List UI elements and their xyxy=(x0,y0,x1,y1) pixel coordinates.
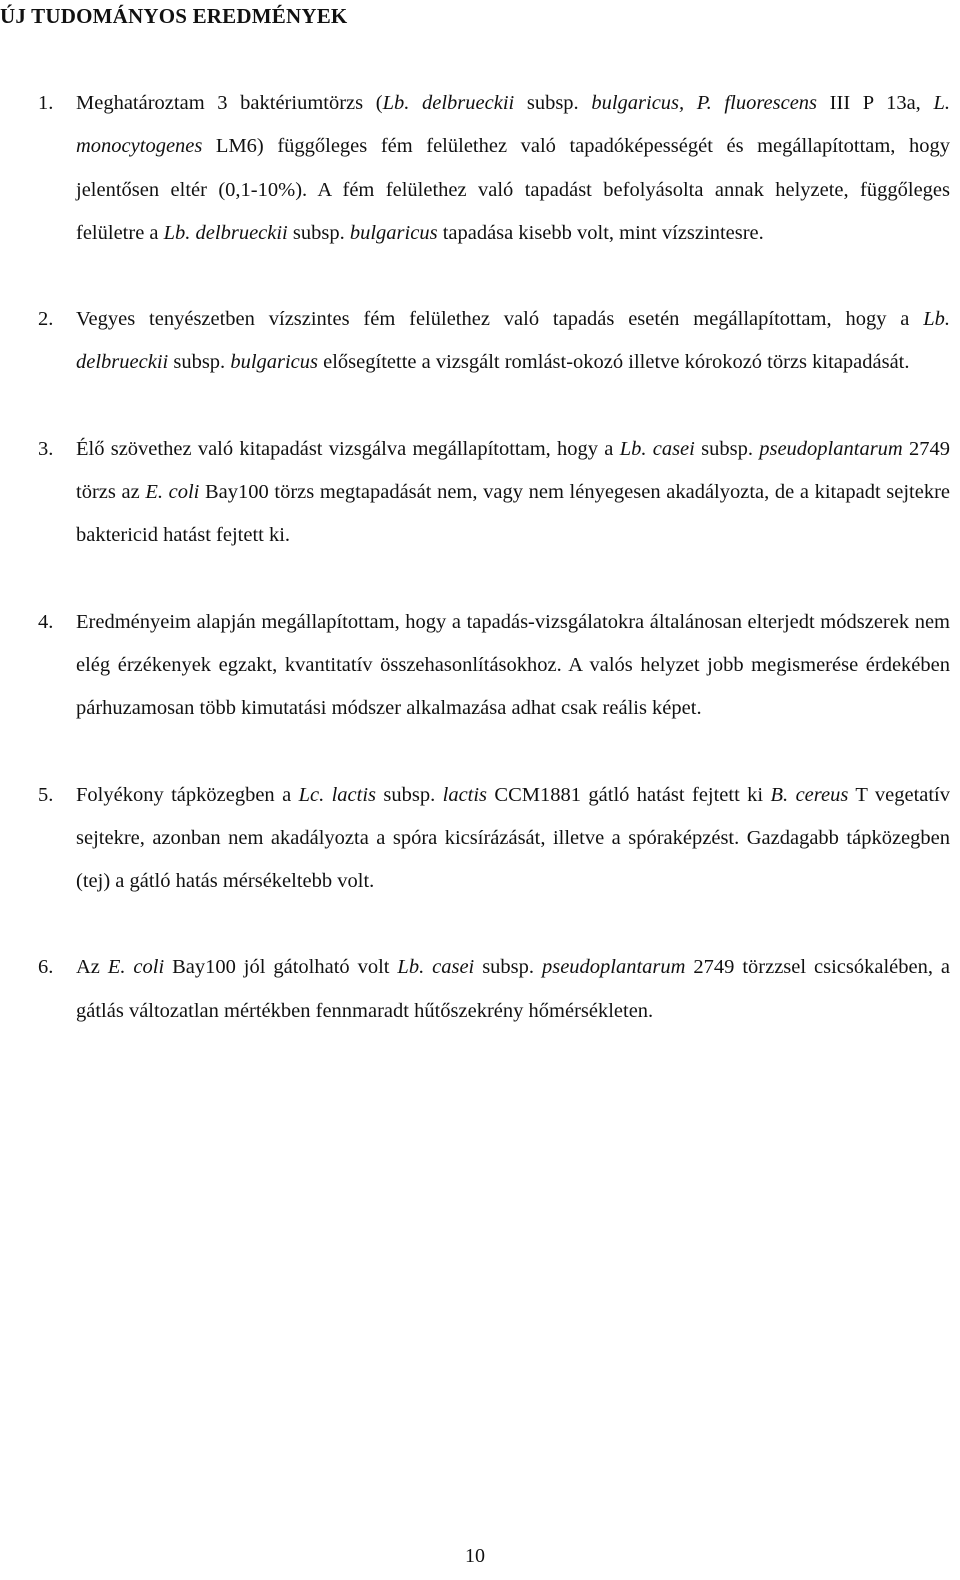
result-number: 3. xyxy=(38,437,54,460)
text-run: subsp. xyxy=(694,437,760,460)
result-item xyxy=(0,774,950,904)
species-name: bulgaricus, P. fluorescens xyxy=(591,92,818,114)
text-run: T vegetatív sejtekre, azonban nem akadályozta a spóra kicsírázását, illetve a spóraképzést. Gazdagabb tápközegben (tej) a gátló hatás mérsékeltebb volt. xyxy=(76,783,951,893)
text-run: LM6) függőleges fém felülethez való tapadóképességét és megállapítottam, hogy jelentősen eltér (0,1-10%). A fém felülethez való tapadást befolyásolta annak helyzete, függőleges felületre a xyxy=(76,135,950,244)
species-name: Lb. delbrueckii xyxy=(163,221,288,244)
result-number: 4. xyxy=(38,610,54,633)
text-run: 2749 törzzsel csicsókalében, a gátlás változatlan mértékben fennmaradt hűtőszekrény hőmérsékleten. xyxy=(76,956,951,1022)
species-name: pseudoplantarum xyxy=(541,956,686,979)
species-name: bulgaricus xyxy=(230,351,319,374)
text-run: Élő szövethez való kitapadást vizsgálva megállapítottam, hogy a xyxy=(76,437,620,460)
text-run: subsp. xyxy=(287,221,350,244)
result-number: 6. xyxy=(38,956,54,979)
text-run: subsp. xyxy=(376,783,443,806)
result-item xyxy=(0,601,950,731)
species-name: Lc. lactis xyxy=(298,783,376,806)
species-name: E. coli xyxy=(107,956,165,979)
result-item xyxy=(0,428,950,558)
species-name: lactis xyxy=(442,783,488,806)
result-item xyxy=(0,946,950,1033)
species-name: Lb. delbrueckii xyxy=(76,308,950,374)
text-run: Bay100 törzs megtapadását nem, vagy nem lényegesen akadályozta, de a kitapadt sejtekre baktericid hatást fejtett ki. xyxy=(76,481,951,547)
result-text xyxy=(76,92,950,244)
species-name: Lb. delbrueckii xyxy=(382,92,515,114)
text-run: subsp. xyxy=(514,92,592,114)
result-item xyxy=(0,298,950,385)
text-run: CCM1881 gátló hatást fejtett ki xyxy=(487,783,771,806)
result-number: 5. xyxy=(38,783,54,806)
species-name: pseudoplantarum xyxy=(759,437,903,460)
result-text xyxy=(76,438,950,547)
text-run: elősegítette a vizsgált romlást-okozó illetve kórokozó törzs kitapadását. xyxy=(318,351,910,374)
result-text xyxy=(76,611,950,720)
text-run: 2749 törzs az xyxy=(76,437,951,504)
result-number: 1. xyxy=(38,92,54,114)
species-name: E. coli xyxy=(145,481,200,504)
result-text xyxy=(76,956,950,1021)
text-run: subsp. xyxy=(474,956,542,979)
text-run: Bay100 jól gátolható volt xyxy=(164,956,398,979)
species-name: B. cereus xyxy=(770,783,849,806)
text-run: Meghatároztam 3 baktériumtörzs ( xyxy=(76,92,383,114)
result-text xyxy=(76,784,950,893)
text-run: Eredményeim alapján megállapítottam, hogy a tapadás-vizsgálatokra általánosan elterjedt módszerek nem elég érzékenyek egzakt, kvantitatív összehasonlításokhoz. A valós helyzet jobb megismerése érdekében párhuzamosan több kimutatási módszer alkalmazása adhat csak reális képet. xyxy=(76,610,950,720)
species-name: Lb. casei xyxy=(619,437,695,460)
page-number: 10 xyxy=(465,1545,485,1567)
result-number: 2. xyxy=(38,308,54,331)
text-run: subsp. xyxy=(168,351,231,374)
result-text xyxy=(76,308,950,373)
result-item xyxy=(0,82,950,255)
page-heading: ÚJ TUDOMÁNYOS EREDMÉNYEK xyxy=(0,4,348,28)
text-run: Folyékony tápközegben a xyxy=(76,783,299,806)
species-name: bulgaricus xyxy=(349,221,438,244)
text-run: III P 13a, xyxy=(817,92,934,114)
results-list xyxy=(0,82,950,1033)
text-run: Vegyes tenyészetben vízszintes fém felülethez való tapadás esetén megállapítottam, hogy a xyxy=(76,308,924,331)
species-name: L. monocytogenes xyxy=(76,92,950,158)
species-name: Lb. casei xyxy=(397,956,475,979)
text-run: Az xyxy=(76,956,108,979)
text-run: tapadása kisebb volt, mint vízszintesre. xyxy=(437,221,764,244)
